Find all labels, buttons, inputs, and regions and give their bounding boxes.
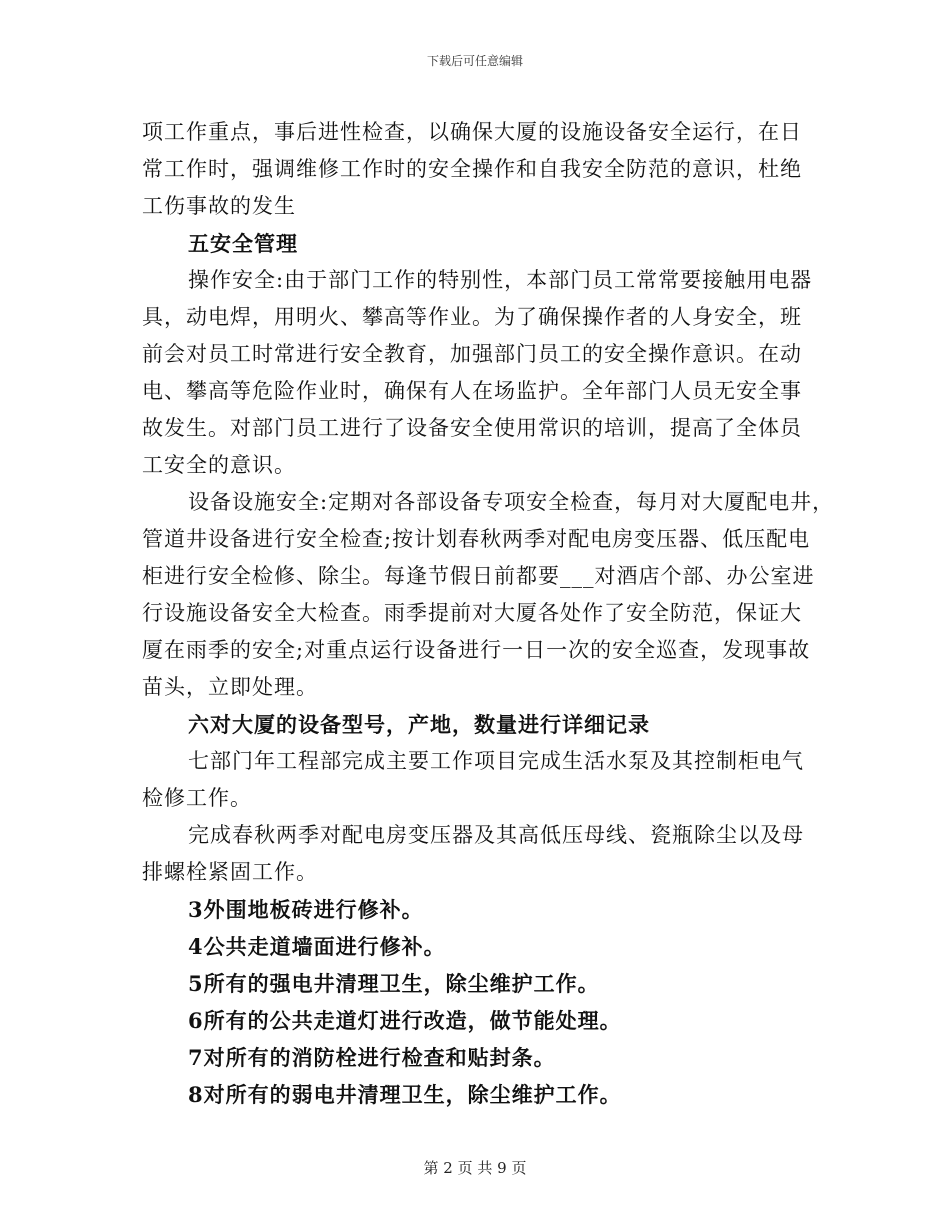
text-line: 厦在雨季的安全;对重点运行设备进行一日一次的安全巡查，发现事故 <box>142 638 811 662</box>
list-item: 4公共走道墙面进行修补。 <box>188 934 446 959</box>
text-line: 管道井设备进行安全检查;按计划春秋两季对配电房变压器、低压配电 <box>142 527 811 551</box>
text-line: 排螺栓紧固工作。 <box>142 860 318 884</box>
text-line: 工伤事故的发生 <box>142 194 296 218</box>
text-line: 工安全的意识。 <box>142 453 296 477</box>
text-line: 电、攀高等危险作业时，确保有人在场监护。全年部门人员无安全事 <box>142 379 802 403</box>
text-line: 前会对员工时常进行安全教育，加强部门员工的安全操作意识。在动 <box>142 342 802 366</box>
document-body <box>142 114 835 1113</box>
page-footer: 第 2 页 共 9 页 <box>423 1159 527 1177</box>
list-item: 3外围地板砖进行修补。 <box>188 897 424 922</box>
text-line: 设备设施安全:定期对各部设备专项安全检查，每月对大厦配电井， <box>188 490 835 514</box>
list-item: 7对所有的消防栓进行检查和贴封条。 <box>188 1045 556 1070</box>
text-line: 行设施设备安全大检查。雨季提前对大厦各处作了安全防范，保证大 <box>142 601 802 625</box>
section-heading: 六对大厦的设备型号，产地，数量进行详细记录 <box>188 712 650 737</box>
page-header: 下载后可任意编辑 <box>426 54 523 68</box>
text-line: 柜进行安全检修、除尘。每逢节假日前都要___对酒店个部、办公室进 <box>142 564 815 588</box>
text-line: 检修工作。 <box>142 786 252 810</box>
list-item: 6所有的公共走道灯进行改造，做节能处理。 <box>188 1008 622 1033</box>
text-line: 苗头，立即处理。 <box>142 675 318 699</box>
text-line: 具，动电焊，用明火、攀高等作业。为了确保操作者的人身安全，班 <box>142 305 802 329</box>
section-heading: 五安全管理 <box>188 231 298 256</box>
list-item: 8对所有的弱电井清理卫生，除尘维护工作。 <box>188 1082 622 1107</box>
text-line: 故发生。对部门员工进行了设备安全使用常识的培训，提高了全体员 <box>142 416 802 440</box>
text-line: 项工作重点，事后进性检查，以确保大厦的设施设备安全运行，在日 <box>142 120 802 144</box>
list-item: 5所有的强电井清理卫生，除尘维护工作。 <box>188 971 600 996</box>
text-line: 操作安全:由于部门工作的特别性，本部门员工常常要接触用电器 <box>188 268 813 292</box>
text-line: 七部门年工程部完成主要工作项目完成生活水泵及其控制柜电气 <box>188 749 804 773</box>
text-line: 完成春秋两季对配电房变压器及其高低压母线、瓷瓶除尘以及母 <box>188 823 804 847</box>
text-line: 常工作时，强调维修工作时的安全操作和自我安全防范的意识，杜绝 <box>142 157 802 181</box>
